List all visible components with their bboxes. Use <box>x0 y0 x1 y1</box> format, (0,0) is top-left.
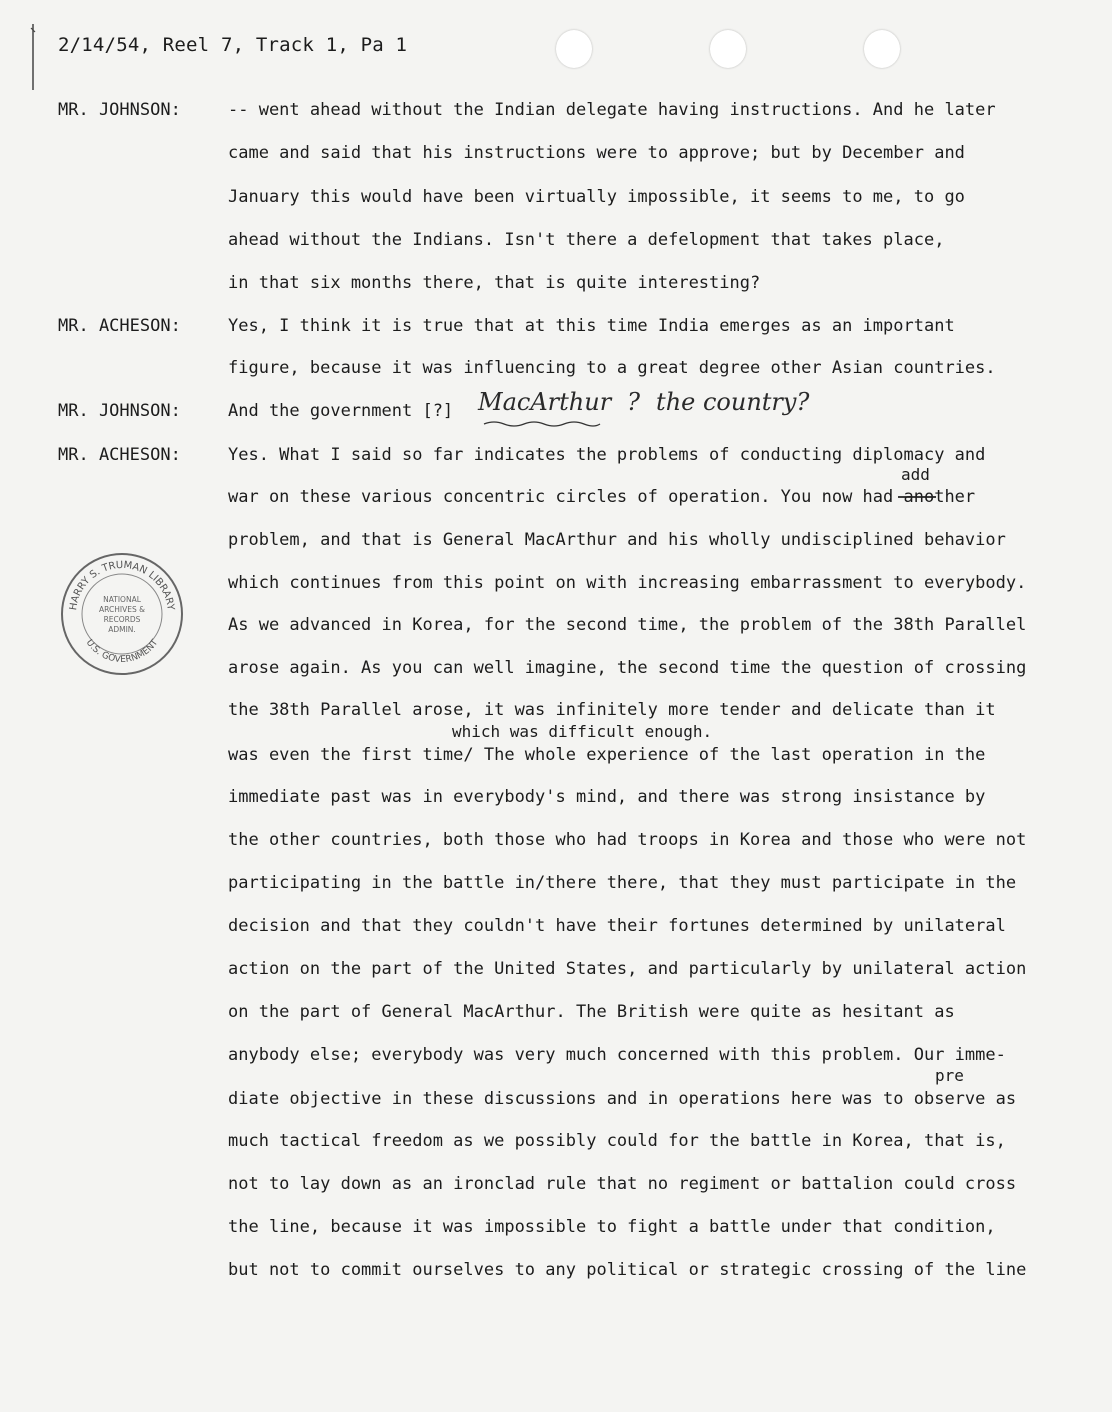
transcript-line: decision and that they couldn't have their fortunes determined by unilateral <box>228 916 1006 936</box>
transcript-line: And the government [?] <box>228 401 454 421</box>
speaker-label: MR. ACHESON: <box>58 445 181 465</box>
transcript-line: war on these various concentric circles of operation. You now had another <box>228 487 976 507</box>
transcript-line: the 38th Parallel arose, it was infinitely more tender and delicate than it <box>228 700 996 720</box>
transcript-line: problem, and that is General MacArthur and his wholly undisciplined behavior <box>228 530 1006 550</box>
punch-hole <box>864 30 900 68</box>
transcript-line: which continues from this point on with increasing embarrassment to everybody. <box>228 573 1027 593</box>
punch-hole <box>556 30 592 68</box>
stamp-bottom-text: U.S. GOVERNMENT <box>83 637 161 666</box>
stamp-center-text: NATIONAL <box>103 595 141 604</box>
transcript-line: arose again. As you can well imagine, the second time the question of crossing <box>228 658 1027 678</box>
speaker-label: MR. JOHNSON: <box>58 100 181 120</box>
handwritten-word: MacArthur <box>478 388 612 416</box>
transcript-line: diate objective in these discussions and in operations here was to observe as <box>228 1089 1017 1109</box>
interlinear-correction: pre <box>935 1066 964 1085</box>
strikethrough-mark <box>898 493 938 501</box>
margin-mark <box>30 22 36 92</box>
transcript-line: but not to commit ourselves to any political or strategic crossing of the line <box>228 1260 1027 1280</box>
stamp-center-text: ADMIN. <box>108 625 136 634</box>
handwritten-word: the country? <box>656 388 810 416</box>
punch-hole <box>710 30 746 68</box>
transcript-line: As we advanced in Korea, for the second time, the problem of the 38th Parallel <box>228 615 1027 635</box>
transcript-line: Yes, I think it is true that at this time India emerges as an important <box>228 316 955 336</box>
transcript-line: anybody else; everybody was very much concerned with this problem. Our imme- <box>228 1045 1006 1065</box>
transcript-line: January this would have been virtually impossible, it seems to me, to go <box>228 187 965 207</box>
stamp-center-text: ARCHIVES & <box>99 605 145 614</box>
page-header: 2/14/54, Reel 7, Track 1, Pa 1 <box>58 34 408 56</box>
speaker-label: MR. ACHESON: <box>58 316 181 336</box>
transcript-line: in that six months there, that is quite interesting? <box>228 273 761 293</box>
transcript-line: figure, because it was influencing to a great degree other Asian countries. <box>228 358 996 378</box>
stamp-center-text: RECORDS <box>103 615 141 624</box>
transcript-line: immediate past was in everybody's mind, and there was strong insistance by <box>228 787 986 807</box>
interlinear-correction: add <box>901 465 930 484</box>
transcript-line: action on the part of the United States, and particularly by unilateral action <box>228 959 1027 979</box>
transcript-line: not to lay down as an ironclad rule that no regiment or battalion could cross <box>228 1174 1017 1194</box>
stamp-ring-text: HARRY S. TRUMAN LIBRARY <box>68 559 176 612</box>
transcript-line: the line, because it was impossible to fight a battle under that condition, <box>228 1217 996 1237</box>
transcript-line: Yes. What I said so far indicates the problems of conducting diplomacy and <box>228 445 986 465</box>
transcript-line: -- went ahead without the Indian delegate having instructions. And he later <box>228 100 996 120</box>
speaker-label: MR. JOHNSON: <box>58 401 181 421</box>
interlinear-correction: which was difficult enough. <box>452 722 713 741</box>
transcript-line: the other countries, both those who had troops in Korea and those who were not <box>228 830 1027 850</box>
handwritten-word: ? <box>627 388 641 416</box>
transcript-line: ahead without the Indians. Isn't there a defelopment that takes place, <box>228 230 945 250</box>
transcript-line: much tactical freedom as we possibly could for the battle in Korea, that is, <box>228 1131 1006 1151</box>
transcript-line: came and said that his instructions were to approve; but by December and <box>228 143 965 163</box>
transcript-line: on the part of General MacArthur. The British were quite as hesitant as <box>228 1002 955 1022</box>
transcript-line: was even the first time/ The whole experience of the last operation in the <box>228 745 986 765</box>
handwritten-underline <box>482 418 602 428</box>
handwritten-note <box>478 388 825 416</box>
archive-stamp <box>58 550 186 678</box>
transcript-line: participating in the battle in/there there, that they must participate in the <box>228 873 1017 893</box>
